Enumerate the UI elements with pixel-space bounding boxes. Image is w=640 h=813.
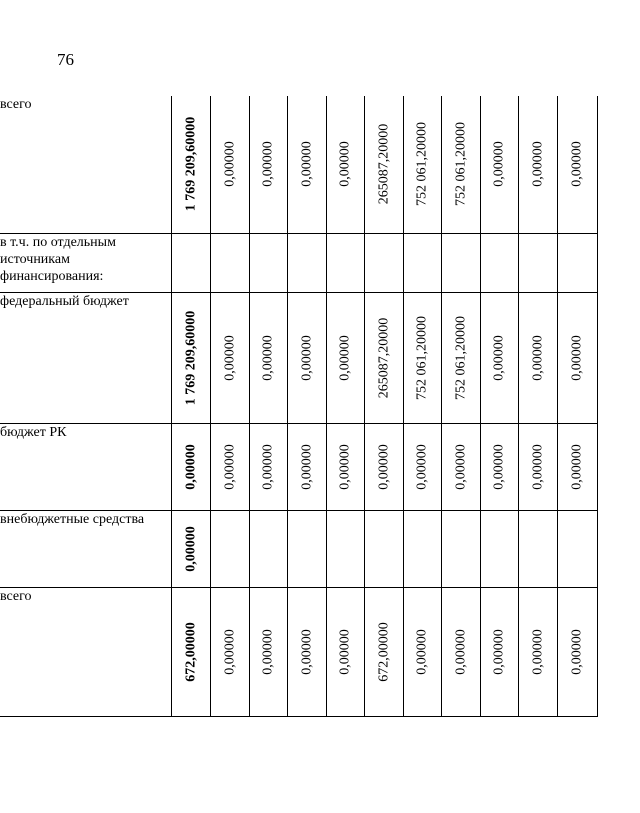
empty-cell [557, 510, 597, 587]
total-cell: 1 769 209,60000 [171, 292, 210, 423]
empty-cell [441, 510, 480, 587]
value-cell: 0,00000 [480, 587, 518, 716]
empty-cell [364, 510, 403, 587]
table-row [0, 587, 597, 716]
table-row [0, 233, 597, 292]
value-cell: 0,00000 [249, 587, 287, 716]
value-cell: 0,00000 [441, 423, 480, 510]
empty-cell [210, 233, 249, 292]
value-cell: 0,00000 [249, 423, 287, 510]
row-label: внебюджетные средства [0, 510, 171, 587]
value-cell: 265087,20000 [364, 292, 403, 423]
value-cell: 0,00000 [557, 96, 597, 233]
row-label: бюджет РК [0, 423, 171, 510]
value-cell: 0,00000 [518, 423, 557, 510]
value-cell: 752 061,20000 [403, 96, 441, 233]
table-row [0, 96, 597, 233]
empty-cell [557, 233, 597, 292]
value-cell: 0,00000 [287, 96, 326, 233]
total-cell: 0,00000 [171, 510, 210, 587]
value-cell: 0,00000 [249, 96, 287, 233]
value-cell: 0,00000 [557, 292, 597, 423]
value-cell: 0,00000 [210, 587, 249, 716]
value-cell: 0,00000 [210, 96, 249, 233]
value-cell: 752 061,20000 [441, 292, 480, 423]
value-cell: 0,00000 [326, 292, 364, 423]
total-cell: 672,00000 [171, 587, 210, 716]
empty-cell [249, 510, 287, 587]
value-cell: 752 061,20000 [441, 96, 480, 233]
value-cell: 265087,20000 [364, 96, 403, 233]
empty-cell [518, 233, 557, 292]
value-cell: 0,00000 [403, 587, 441, 716]
value-cell: 0,00000 [518, 587, 557, 716]
table-row [0, 423, 597, 510]
empty-cell [441, 233, 480, 292]
empty-cell [210, 510, 249, 587]
empty-cell [287, 233, 326, 292]
value-cell: 0,00000 [364, 423, 403, 510]
empty-cell [518, 510, 557, 587]
value-cell: 0,00000 [249, 292, 287, 423]
page-number: 76 [57, 50, 74, 69]
value-cell: 0,00000 [210, 292, 249, 423]
empty-cell [171, 233, 210, 292]
empty-cell [249, 233, 287, 292]
total-cell: 1 769 209,60000 [171, 96, 210, 233]
value-cell: 0,00000 [480, 96, 518, 233]
table-row [0, 292, 597, 423]
value-cell: 0,00000 [326, 587, 364, 716]
value-cell: 0,00000 [287, 587, 326, 716]
value-cell: 0,00000 [287, 423, 326, 510]
row-label: всего [0, 587, 171, 716]
row-label: в т.ч. по отдельным источникам финансирования: [0, 233, 171, 292]
empty-cell [403, 510, 441, 587]
empty-cell [480, 510, 518, 587]
value-cell: 0,00000 [557, 587, 597, 716]
value-cell: 0,00000 [287, 292, 326, 423]
empty-cell [403, 233, 441, 292]
value-cell: 0,00000 [480, 292, 518, 423]
value-cell: 0,00000 [326, 96, 364, 233]
row-label: всего [0, 96, 171, 233]
row-label: федеральный бюджет [0, 292, 171, 423]
total-cell: 0,00000 [171, 423, 210, 510]
value-cell: 0,00000 [480, 423, 518, 510]
value-cell: 0,00000 [210, 423, 249, 510]
value-cell: 0,00000 [557, 423, 597, 510]
empty-cell [326, 510, 364, 587]
table-row [0, 510, 597, 587]
empty-cell [326, 233, 364, 292]
value-cell: 0,00000 [441, 587, 480, 716]
value-cell: 672,00000 [364, 587, 403, 716]
value-cell: 0,00000 [403, 423, 441, 510]
value-cell: 0,00000 [518, 292, 557, 423]
value-cell: 0,00000 [518, 96, 557, 233]
funding-table [0, 96, 598, 717]
empty-cell [480, 233, 518, 292]
value-cell: 0,00000 [326, 423, 364, 510]
value-cell: 752 061,20000 [403, 292, 441, 423]
empty-cell [364, 233, 403, 292]
empty-cell [287, 510, 326, 587]
